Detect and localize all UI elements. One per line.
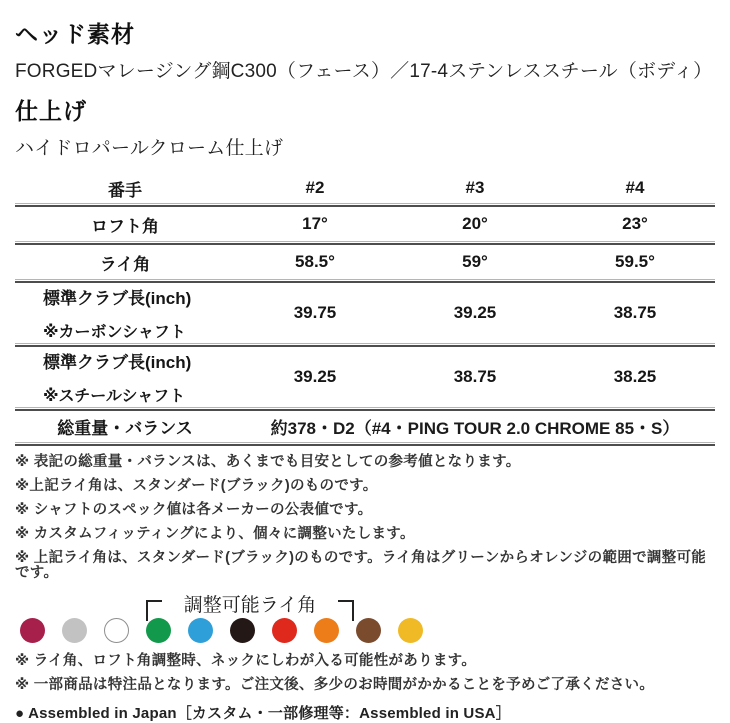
table-row-lie [15,245,715,279]
length-label: 標準クラブ長(inch) [43,289,192,308]
loft-cell: 23° [622,214,648,233]
total-weight-value: 約378・D2（#4・PING TOUR 2.0 CHROME 85・S） [270,419,680,438]
note: ※ 一部商品は特注品となります。ご注文後、多少のお時間がかかることを予めご了承ください。 [15,677,655,693]
loft-cell: 17° [302,214,328,233]
row-label-length-steel [15,348,235,406]
lie-cell: 59° [462,252,488,271]
lie-color-dot-yellow [398,618,423,643]
note: ※ カスタムフィッティングにより、個々に調整いたします。 [15,526,415,542]
length-carbon-cell: 39.25 [453,303,497,322]
lie-color-dot-green [146,618,171,643]
length-label: 標準クラブ長(inch) [43,353,192,372]
lie-color-dot-red [272,618,297,643]
row-label-number: 番手 [108,180,142,200]
note: ※ ライ角、ロフト角調整時、ネックにしわが入る可能性があります。 [15,653,477,669]
length-steel-cell: 38.25 [613,367,657,386]
row-label-lie: ライ角 [99,254,151,274]
finish-value: ハイドロパールクローム仕上げ [15,138,284,159]
lie-color-dot-maroon [20,618,45,643]
row-label-loft: ロフト角 [91,216,159,236]
steel-shaft-note: ※スチールシャフト [43,388,186,405]
lie-color-dots [20,618,715,643]
assembled-note: ● Assembled in Japan［カスタム・一部修理等：Assembled in USA］ [15,705,511,722]
length-carbon-cell: 39.75 [293,303,337,322]
adjustable-lie-label: 調整可能ライ角 [183,595,317,616]
table-row-total-weight [15,411,715,442]
club-number-cell: #2 [305,178,325,197]
table-divider [15,442,715,446]
club-number-cell: #3 [465,178,485,197]
length-steel-cell: 38.75 [453,367,497,386]
lie-color-dot-orange [314,618,339,643]
note: ※上記ライ角は、スタンダード(ブラック)のものです。 [15,478,378,494]
bracket-right-icon [338,600,354,621]
lie-cell: 58.5° [295,252,335,271]
lie-color-dot-blue [188,618,213,643]
notes-upper [15,455,715,581]
table-row-number [15,173,715,203]
row-label-length-carbon [15,284,235,342]
lie-color-dot-brown [356,618,381,643]
table-row-length-carbon [15,283,715,343]
lie-color-dot-white [104,618,129,643]
head-material-value: FORGEDマレージング鋼C300（フェース）／17-4ステンレススチール（ボディ） [15,61,713,82]
note: ※ 上記ライ角は、スタンダード(ブラック)のものです。ライ角はグリーンからオレンジの範囲で調整可能です。 [15,550,707,581]
row-label-total-weight: 総重量・バランス [57,419,193,438]
adjustable-lie-bracket [146,590,354,617]
carbon-shaft-note: ※カーボンシャフト [43,324,186,341]
length-steel-cell: 39.25 [293,367,337,386]
note: ※ 表記の総重量・バランスは、あくまでも目安としての参考値となります。 [15,454,521,470]
finish-heading: 仕上げ [15,98,87,124]
notes-lower [15,654,715,693]
note: ※ シャフトのスペック値は各メーカーの公表値です。 [15,502,373,518]
spec-table [15,173,715,446]
length-carbon-cell: 38.75 [613,303,657,322]
lie-color-dot-black [230,618,255,643]
head-material-heading: ヘッド素材 [15,21,135,47]
table-row-loft [15,207,715,241]
lie-color-dot-silver [62,618,87,643]
table-row-length-steel [15,347,715,407]
loft-cell: 20° [462,214,488,233]
lie-cell: 59.5° [615,252,655,271]
club-number-cell: #4 [625,178,645,197]
